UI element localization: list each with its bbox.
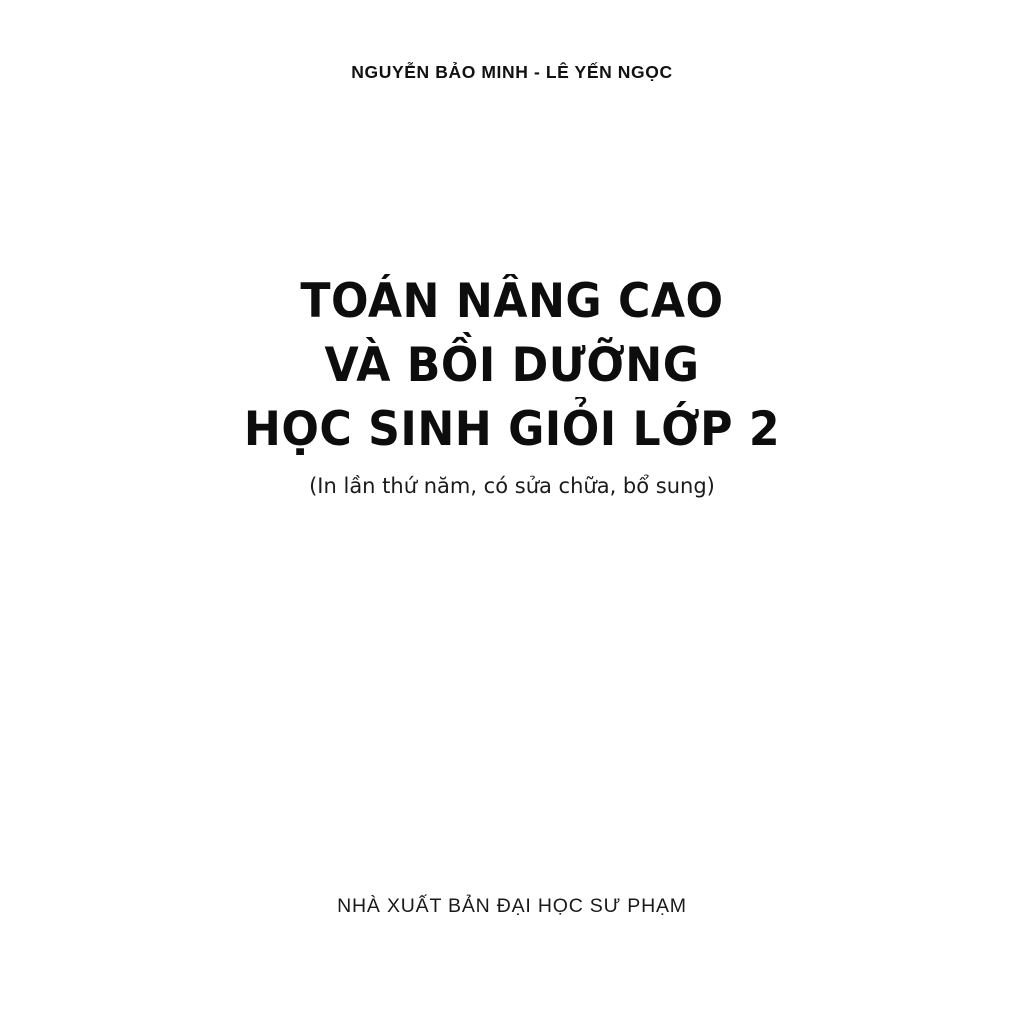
- title-line-3: HỌC SINH GIỎI LỚP 2: [243, 402, 781, 457]
- authors-line: NGUYỄN BẢO MINH - LÊ YẾN NGỌC: [351, 62, 673, 82]
- title-line-1: TOÁN NÂNG CAO: [300, 274, 724, 329]
- book-title: [0, 274, 1024, 463]
- edition-subtitle: (In lần thứ năm, có sửa chữa, bổ sung): [309, 474, 715, 498]
- publisher-name: NHÀ XUẤT BẢN ĐẠI HỌC SƯ PHẠM: [337, 895, 687, 917]
- title-line-2: VÀ BỒI DƯỠNG: [324, 338, 700, 393]
